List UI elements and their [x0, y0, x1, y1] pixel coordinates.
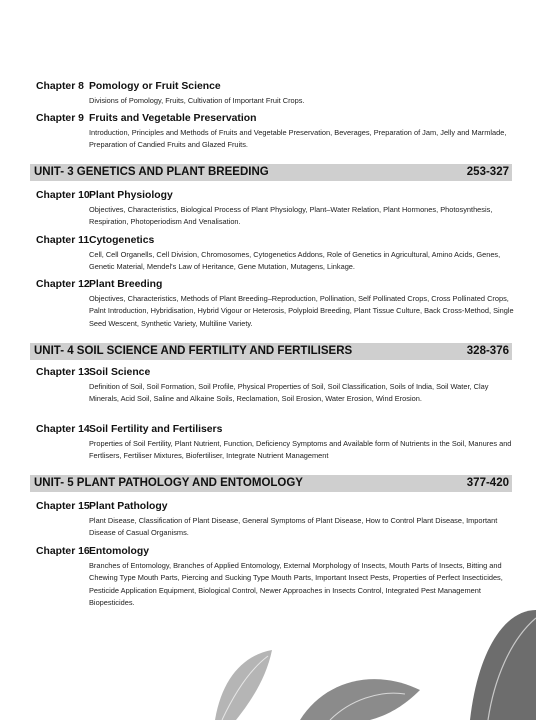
- chapter-entry: [36, 423, 516, 463]
- chapter-heading: [36, 189, 516, 202]
- unit-page-range: 253-327: [466, 166, 509, 178]
- chapter-title: Soil Science: [89, 367, 151, 378]
- chapter-entry: [36, 366, 516, 406]
- chapter-entry: [36, 278, 516, 330]
- chapter-title: Cytogenetics: [89, 235, 155, 246]
- chapter-entry: [36, 112, 516, 152]
- chapter-heading: [36, 366, 516, 379]
- chapter-entry: [36, 189, 516, 229]
- unit-title: UNIT- 5 PLANT PATHOLOGY AND ENTOMOLOGY: [34, 477, 303, 489]
- chapter-number: Chapter 15: [36, 501, 90, 512]
- unit-page-range: 328-376: [466, 345, 509, 357]
- chapter-number: Chapter 10: [36, 190, 90, 201]
- chapter-number: Chapter 11: [36, 235, 90, 246]
- chapter-topics: Divisions of Pomology, Fruits, Cultivation of Important Fruit Crops.: [89, 96, 305, 105]
- chapter-heading: [36, 423, 516, 436]
- chapter-title: Plant Physiology: [89, 190, 173, 201]
- chapter-topics: Cell, Cell Organells, Cell Division, Chromosomes, Cytogenetics Addons, Role of Genetics in Agricultural, Amino Acids, Genes, Genetic Material, Mendel's Law of Heritance, Gene Mutation, Mutagens, Linkage.: [89, 250, 501, 272]
- chapter-title: Plant Pathology: [89, 501, 168, 512]
- chapter-topics: Plant Disease, Classification of Plant Disease, General Symptoms of Plant Disease, How to Control Plant Disease, Important Disease of Casual Organisms.: [89, 516, 498, 538]
- unit-title: UNIT- 3 GENETICS AND PLANT BREEDING: [34, 166, 269, 178]
- chapter-topics: Introduction, Principles and Methods of Fruits and Vegetable Preservation, Beverages, Preparation of Jam, Jelly and Marmlade, Preparation of Candied Fruits and Glazed Fruits.: [89, 128, 507, 150]
- chapter-entry: [36, 545, 516, 610]
- chapter-number: Chapter 16: [36, 546, 90, 557]
- chapter-title: Entomology: [89, 546, 150, 557]
- chapter-title: Pomology or Fruit Science: [89, 81, 221, 92]
- chapter-entry: [36, 500, 516, 540]
- unit-heading: [30, 475, 512, 492]
- chapter-number: Chapter 14: [36, 424, 90, 435]
- unit-page-range: 377-420: [466, 477, 509, 489]
- chapter-title: Fruits and Vegetable Preservation: [89, 113, 257, 124]
- unit-heading: [30, 164, 512, 181]
- chapter-heading: [36, 278, 516, 291]
- chapter-heading: [36, 80, 516, 93]
- chapter-heading: [36, 234, 516, 247]
- chapter-topics: Objectives, Characteristics, Methods of Plant Breeding–Reproduction, Pollination, Self Pollinated Crops, Cross Pollinated Crops, Palnt Introduction, Hybridisation, Hybrid Vigour or Heterosis, Polyploid Breeding, Plant Tissue Culture, Back Cross-Method, Single Seed Wescent, Synthetic Variety, Multiline Variety.: [89, 294, 514, 328]
- chapter-topics: Branches of Entomology, Branches of Applied Entomology, External Morphology of Insects, Mouth Parts of Insects, Bitting and Chewing Type Mouth Parts, Piercing and Sucking Type Mouth Parts, Important Insect Pests, Properties of Perfect Insecticides, Pesticide Application Equipment, Biological Control, Newer Approaches in Insects Control, Integrated Pest Management Biopesticides.: [89, 561, 503, 608]
- unit-heading: [30, 343, 512, 360]
- chapter-number: Chapter 8: [36, 81, 84, 92]
- chapter-topics: Objectives, Characteristics, Biological Process of Plant Physiology, Plant–Water Relation, Plant Hormones, Photosynthesis, Respiration, Photoperiodism And Venalisation.: [89, 205, 493, 227]
- chapter-heading: [36, 545, 516, 558]
- chapter-topics: Definition of Soil, Soil Formation, Soil Profile, Physical Properties of Soil, Soil Classification, Soils of India, Soil Water, Clay Minerals, Acid Soil, Saline and Alkaine Soils, Reclamation, Soil Erosion, Water Erosion, Wind Erosion.: [89, 382, 489, 404]
- chapter-number: Chapter 9: [36, 113, 84, 124]
- chapter-entry: [36, 80, 516, 107]
- chapter-heading: [36, 500, 516, 513]
- chapter-title: Soil Fertility and Fertilisers: [89, 424, 223, 435]
- unit-title: UNIT- 4 SOIL SCIENCE AND FERTILITY AND FERTILISERS: [34, 345, 353, 357]
- leaf-center: [300, 679, 420, 720]
- chapter-entry: [36, 234, 516, 274]
- chapter-number: Chapter 12: [36, 279, 90, 290]
- chapter-number: Chapter 13: [36, 367, 90, 378]
- chapter-title: Plant Breeding: [89, 279, 163, 290]
- chapter-heading: [36, 112, 516, 125]
- leaf-left: [215, 650, 272, 720]
- chapter-topics: Properties of Soil Fertility, Plant Nutrient, Function, Deficiency Symptoms and Available form of Nutrients in the Soil, Manures and Fertlisers, Fertiliser Mixtures, Biofertiliser, Integrate Nutrient Management: [89, 439, 512, 461]
